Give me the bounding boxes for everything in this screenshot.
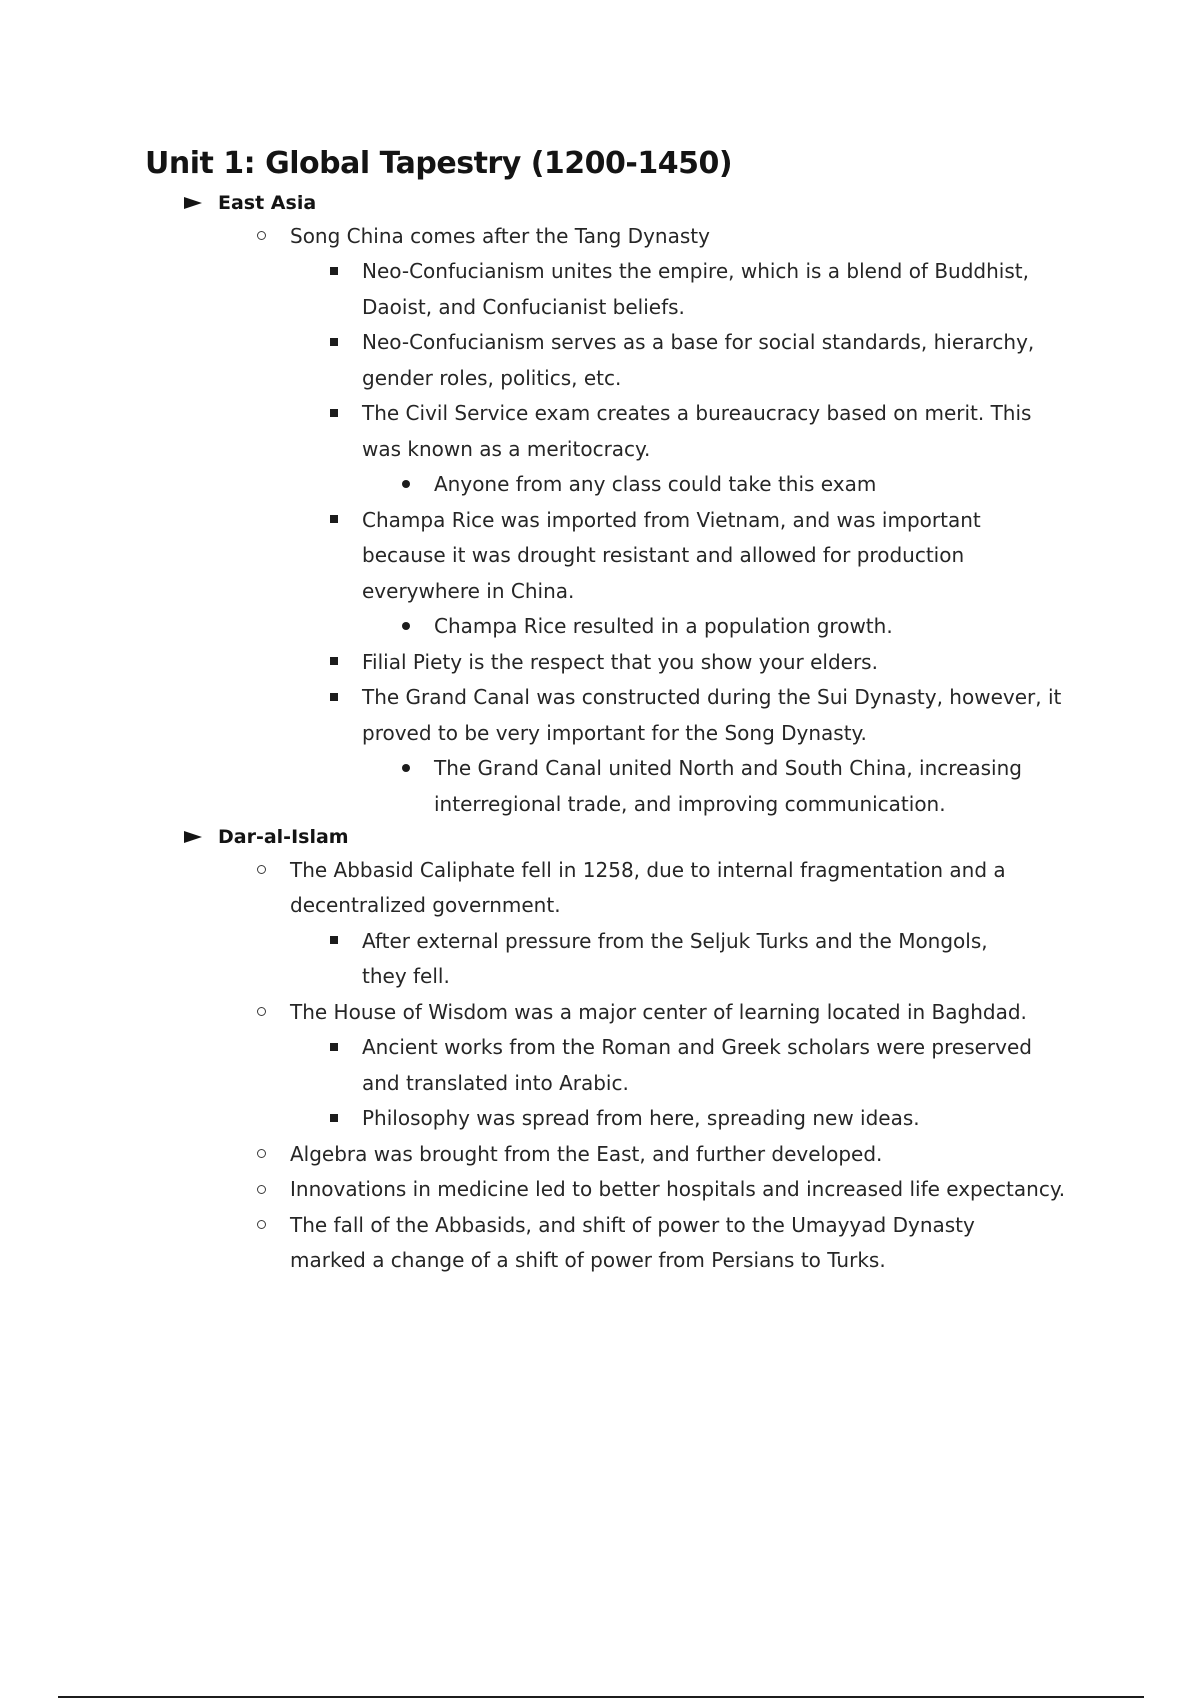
bullet-line: Champa Rice was imported from Vietnam, and was important: [362, 507, 981, 532]
hollow-circle-bullet-icon: [257, 1007, 266, 1016]
bullet-line: Daoist, and Confucianist beliefs.: [362, 294, 685, 319]
bullet-line: they fell.: [362, 964, 450, 988]
section-heading: East Asia: [218, 192, 317, 214]
bullet-line: Champa Rice resulted in a population growth.: [434, 614, 893, 638]
bullet-line: Neo-Confucianism serves as a base for social standards, hierarchy,: [362, 330, 1035, 354]
hollow-circle-bullet-icon: [257, 865, 266, 874]
bullet-line: marked a change of a shift of power from Persians to Turks.: [290, 1248, 886, 1272]
bottom-divider: [58, 1696, 1144, 1698]
bullet-line: decentralized government.: [290, 893, 561, 917]
bullet-line: everywhere in China.: [362, 578, 575, 603]
bullet-line: because it was drought resistant and allowed for production: [362, 543, 965, 567]
hollow-circle-bullet-icon: [257, 231, 266, 240]
bullet-line: The fall of the Abbasids, and shift of power to the Umayyad Dynasty: [290, 1212, 975, 1237]
page-title: Unit 1: Global Tapestry (1200-1450): [145, 146, 733, 181]
bullet-line: proved to be very important for the Song Dynasty.: [362, 720, 867, 745]
round-bullet-icon: [402, 622, 410, 630]
bullet-line: Filial Piety is the respect that you show your elders.: [362, 649, 878, 674]
hollow-circle-bullet-icon: [257, 1185, 266, 1194]
bullet-line: The Grand Canal united North and South China, increasing: [434, 756, 1022, 780]
hollow-circle-bullet-icon: [257, 1220, 266, 1229]
round-bullet-icon: [402, 480, 410, 488]
bullet-line: and translated into Arabic.: [362, 1070, 629, 1095]
square-bullet-icon: [330, 693, 338, 701]
section-heading: Dar-al-Islam: [218, 826, 349, 848]
square-bullet-icon: [330, 267, 338, 275]
bullet-line: Philosophy was spread from here, spreading new ideas.: [362, 1106, 920, 1130]
bullet-line: The Civil Service exam creates a bureaucracy based on merit. This: [362, 401, 1032, 425]
square-bullet-icon: [330, 515, 338, 523]
bullet-line: Algebra was brought from the East, and further developed.: [290, 1141, 883, 1166]
square-bullet-icon: [330, 338, 338, 346]
square-bullet-icon: [330, 1043, 338, 1051]
square-bullet-icon: [330, 657, 338, 665]
bullet-line: Ancient works from the Roman and Greek scholars were preserved: [362, 1035, 1032, 1059]
square-bullet-icon: [330, 409, 338, 417]
bullet-line: Song China comes after the Tang Dynasty: [290, 223, 710, 248]
bullet-line: The House of Wisdom was a major center of learning located in Baghdad.: [290, 999, 1027, 1024]
bullet-line: interregional trade, and improving communication.: [434, 791, 946, 816]
square-bullet-icon: [330, 1114, 338, 1122]
arrow-bullet-icon: [184, 197, 202, 209]
square-bullet-icon: [330, 936, 338, 944]
arrow-bullet-icon: [184, 831, 202, 843]
bullet-line: The Abbasid Caliphate fell in 1258, due to internal fragmentation and a: [290, 857, 1006, 882]
hollow-circle-bullet-icon: [257, 1149, 266, 1158]
bullet-line: After external pressure from the Seljuk Turks and the Mongols,: [362, 928, 988, 953]
bullet-line: Innovations in medicine led to better hospitals and increased life expectancy.: [290, 1177, 1066, 1201]
bullet-line: Anyone from any class could take this exam: [434, 472, 877, 496]
bullet-line: The Grand Canal was constructed during the Sui Dynasty, however, it: [362, 685, 1062, 709]
bullet-line: was known as a meritocracy.: [362, 436, 651, 461]
bullet-line: Neo-Confucianism unites the empire, which is a blend of Buddhist,: [362, 259, 1029, 283]
bullet-line: gender roles, politics, etc.: [362, 365, 622, 390]
round-bullet-icon: [402, 764, 410, 772]
